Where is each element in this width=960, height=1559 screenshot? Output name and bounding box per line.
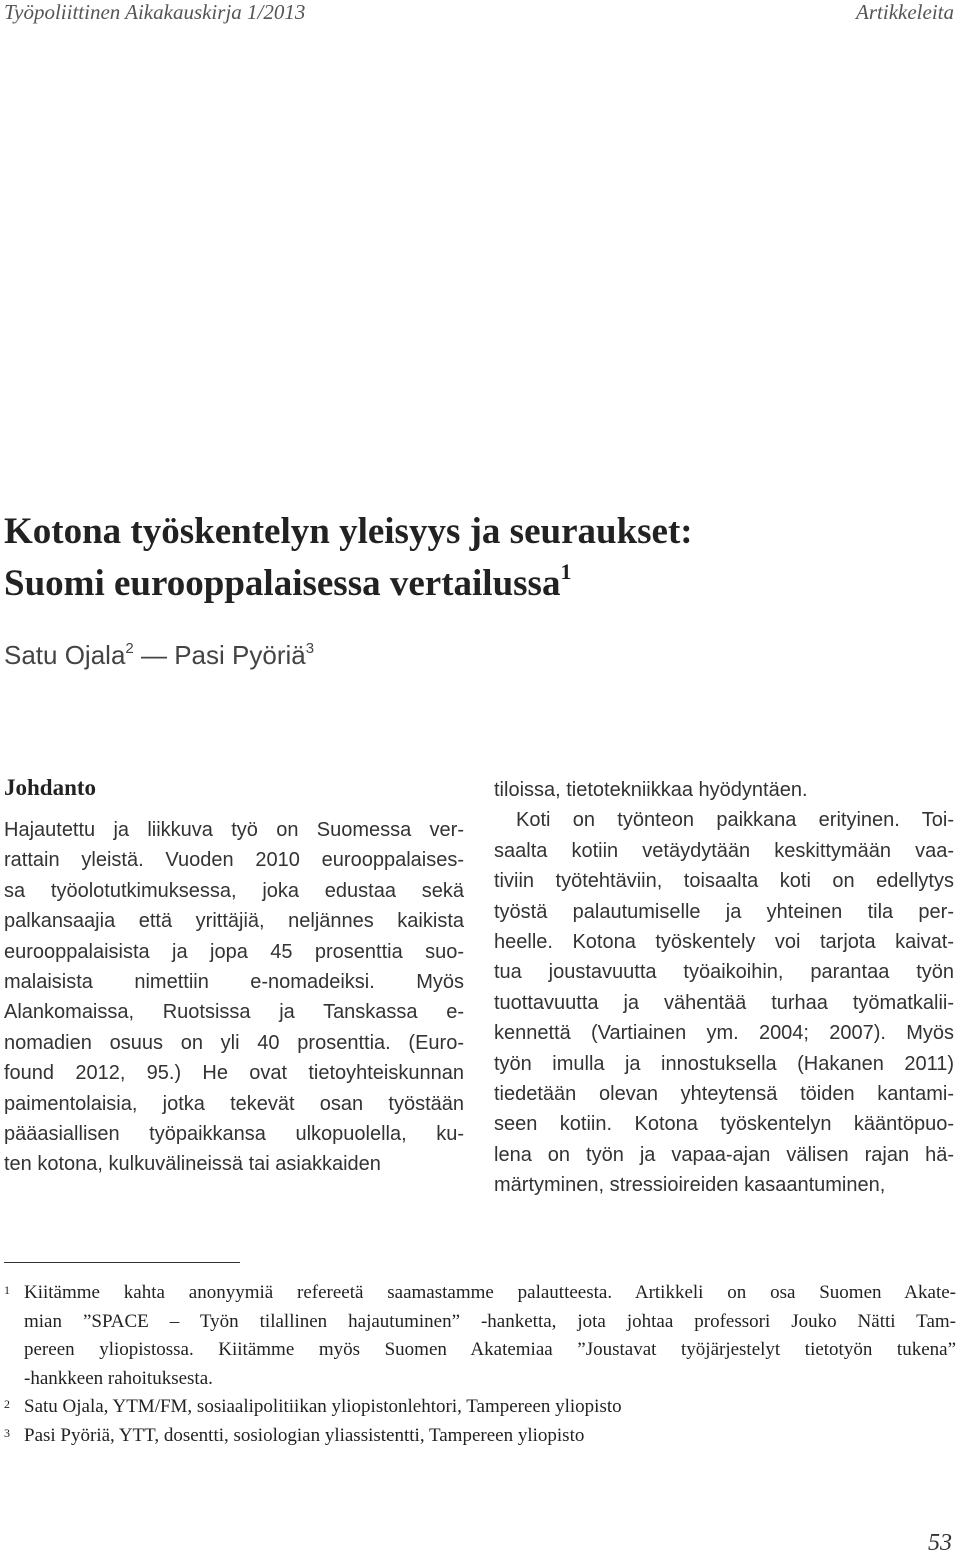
body-column-right — [494, 775, 954, 1201]
text-line: lena on työn ja vapaa-ajan välisen rajan hä- — [494, 1143, 954, 1166]
footnote-2 — [4, 1393, 956, 1422]
text-line: tiviin työtehtäviin, toisaalta koti on edellytys — [494, 870, 954, 893]
text-line: kennettä (Vartiainen ym. 2004; 2007). Myös — [494, 1022, 954, 1045]
text-line: rattain yleistä. Vuoden 2010 eurooppalaises- — [4, 849, 464, 872]
footnote-3 — [4, 1422, 956, 1451]
title-line-1: Kotona työskentelyn yleisyys ja seuraukset: — [4, 511, 693, 552]
journal-header: Työpoliittinen Aikakauskirja 1/2013 — [4, 0, 306, 24]
footnote-text — [24, 1279, 956, 1393]
text-line: Koti on työnteon paikkana erityinen. Toi- — [516, 809, 954, 832]
text-line: malaisista nimettiin e-nomadeiksi. Myös — [4, 971, 464, 994]
text-line: Hajautettu ja liikkuva työ on Suomessa ver- — [4, 819, 464, 841]
body-column-left — [4, 815, 464, 1180]
text-line: työstä palautumiselle ja yhteinen tila per- — [494, 900, 954, 923]
text-line: paimentolaisia, jotka tekevät osan työstään — [4, 1092, 464, 1115]
text-line: tua joustavuutta työaikoihin, parantaa työn — [494, 961, 954, 984]
article-title — [4, 506, 693, 610]
footnote-line: pereen yliopistossa. Kiitämme myös Suomen Akatemiaa ”Joustavat työjärjestelyt tietotyön tukena” — [24, 1339, 956, 1360]
author-name: Satu Ojala — [4, 640, 126, 670]
text-line: työn imulla ja innostuksella (Hakanen 2011) — [494, 1052, 954, 1075]
text-line: eurooppalaisista ja jopa 45 prosenttia suo- — [4, 940, 464, 963]
section-header: Artikkeleita — [856, 0, 954, 24]
author-separator: — — [140, 640, 167, 670]
footnote-divider — [4, 1262, 240, 1263]
page-number: 53 — [928, 1530, 952, 1556]
footnote-text — [24, 1422, 956, 1451]
text-line: ten kotona, kulkuvälineissä tai asiakkaiden — [4, 1153, 381, 1176]
title-footnote-ref[interactable]: 1 — [560, 559, 572, 584]
text-line: tuottavuutta ja vähentää turhaa työmatkalii- — [494, 991, 954, 1014]
text-line: palkansaajia että yrittäjiä, neljännes kaikista — [4, 910, 464, 933]
footnote-line: Pasi Pyöriä, YTT, dosentti, sosiologian yliassistentti, Tampereen yliopisto — [24, 1424, 585, 1446]
footnote-number: 3 — [4, 1425, 10, 1440]
footnote-number: 2 — [4, 1397, 10, 1411]
footnote-line: Kiitämme kahta anonyymiä refereetä saamastamme palautteesta. Artikkeli on osa Suomen Akate- — [24, 1282, 956, 1303]
footnote-line: -hankkeen rahoituksesta. — [24, 1367, 213, 1389]
text-line: found 2012, 95.) He ovat tietoyhteiskunnan — [4, 1062, 464, 1085]
author-footnote-ref[interactable]: 3 — [305, 640, 315, 657]
footnote-1 — [4, 1279, 956, 1393]
author-footnote-ref[interactable]: 2 — [125, 640, 134, 657]
text-line: heelle. Kotona työskentely voi tarjota kaivat- — [494, 931, 954, 954]
footnote-text — [24, 1393, 956, 1422]
text-line: tiloissa, tietotekniikkaa hyödyntäen. — [494, 779, 808, 801]
text-line: saalta kotiin vetäydytään keskittymään vaa- — [494, 839, 954, 862]
section-heading: Johdanto — [4, 775, 97, 800]
text-line: tiedetään olevan yhteytensä töiden kantami- — [494, 1083, 954, 1106]
title-line-2: Suomi eurooppalaisessa vertailussa — [4, 563, 561, 604]
text-line: seen kotiin. Kotona työskentelyn kääntöpuo- — [494, 1113, 954, 1136]
text-line: nomadien osuus on yli 40 prosenttia. (Euro- — [4, 1031, 464, 1054]
text-line: pääasiallisen työpaikkansa ulkopuolella, ku- — [4, 1123, 464, 1146]
text-line: märtyminen, stressioireiden kasaantuminen, — [494, 1174, 886, 1197]
footnotes — [4, 1279, 956, 1450]
text-line: sa työolotutkimuksessa, joka edustaa sekä — [4, 879, 464, 902]
footnote-number: 1 — [4, 1283, 10, 1297]
author-line — [4, 635, 314, 675]
author-name: Pasi Pyöriä — [174, 640, 306, 670]
text-line: Alankomaissa, Ruotsissa ja Tanskassa e- — [4, 1001, 464, 1024]
footnote-line: Satu Ojala, YTM/FM, sosiaalipolitiikan yliopistonlehtori, Tampereen yliopisto — [24, 1396, 622, 1417]
footnote-line: mian ”SPACE – Työn tilallinen hajautuminen” -hanketta, jota johtaa professori Jouko Nätti Tam- — [24, 1310, 956, 1332]
